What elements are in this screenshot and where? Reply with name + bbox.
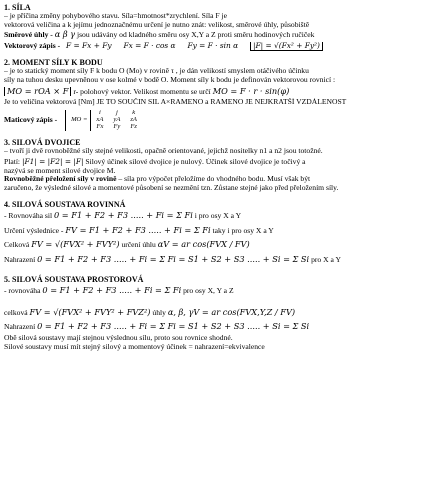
text-line: zaručeno, že výsledné silové a momentové působení se nezmění tzn. Zůstane stejné jako před přeložením síly. (4, 183, 339, 192)
equation-line (4, 211, 435, 221)
equation-note: pro osy X, Y a Z (183, 285, 234, 295)
matrix-cell: yA (113, 116, 121, 124)
vector-equation: F = Fx + Fy (66, 42, 112, 51)
equation-line (4, 240, 435, 250)
equation-label: - rovnováha (4, 285, 41, 295)
equation: 0 = F1 + F2 + F3 ..... + Fi = Σ Fi (54, 210, 193, 220)
equation: αV = ar cos(FVX / FV) (157, 240, 250, 250)
text-line: Silové soustavy musí mít stejný silový a momentový účinek = nahrazení=ekvivalence (4, 342, 265, 351)
preklad-line (4, 175, 435, 184)
matrix-cell: xA (96, 116, 104, 124)
section-rovinna (4, 200, 435, 265)
section-moment (4, 58, 435, 131)
equation-note: i pro osy X a Y (194, 210, 242, 220)
matrix-cell: i (98, 110, 101, 117)
matrix-cell: j (115, 110, 118, 117)
text-line: Obě silová soustavy mají stejnou výslednou sílu, proto sou rovnice shodné. (4, 334, 233, 343)
plati-text: Silový účinek silové dvojice je nulový. Účinek silové dvojice je točivý a (85, 157, 306, 166)
matrix-cell: Fx (96, 122, 104, 130)
matrix-lhs: MO = (66, 110, 91, 131)
text-line: – tvoří ji dvě rovnoběžné síly stejné velikosti, opačně orientované, jejichž nositelky n1 a n2 jsou totožné. (4, 147, 323, 156)
equation-note: taky i pro osy X a Y (212, 225, 274, 235)
text-line: nazývá se moment silové dvojice M. (4, 166, 116, 175)
equation-line (4, 322, 435, 332)
equation: FV = √(FVX² + FVY²) (31, 240, 120, 250)
moment-equation-line (4, 87, 435, 97)
vector-line (4, 42, 435, 51)
equation-note: úhly (152, 307, 166, 317)
section-title: 5. SILOVÁ SOUSTAVA PROSTOROVÁ (4, 274, 144, 284)
plati-line (4, 158, 435, 167)
equation: FV = F1 + F2 + F3 ..... + Fi = Σ Fi (65, 225, 211, 235)
matrix (65, 110, 142, 131)
section-prostorova (4, 275, 435, 352)
angles-text: jsou udávány od kladného směru osy X,Y a Z proti směru hodinových ručiček (76, 29, 315, 39)
equation-line (4, 226, 435, 236)
vector-equation: Fx = F · cos α (123, 42, 176, 51)
preklad-bold: Rovnoběžné přeložení síly v rovině (4, 175, 117, 184)
matrix-cell: k (132, 110, 136, 117)
equation-label: Nahrazení (4, 322, 36, 332)
vector-label: Vektorový zápis - (4, 42, 61, 51)
equation-line (4, 286, 435, 296)
text-line: vektorová veličina a k jejímu jednoznačnému určení je nutno znát: velikost, směrové úhly, působiště (4, 20, 310, 29)
equation-line (4, 308, 435, 318)
equation-label: - Rovnováha sil (4, 210, 53, 220)
equation-label: celková (4, 307, 28, 317)
text-line: – je příčina změny pohybového stavu. Síla=hmotnost*zrychlení. Síla F je (4, 12, 227, 21)
equation-label: Nahrazení (4, 255, 36, 265)
equation-note: pro X a Y (311, 255, 341, 265)
angles-label: Směrové úhly - (4, 29, 53, 39)
equation: 0 = F1 + F2 + F3 ..... + Fi = Σ Fi = S1 + S2 + S3 ..... + Si = Σ Si (37, 255, 310, 265)
matrix-cell: zA (130, 116, 137, 124)
section-title: 1. SÍLA (4, 3, 31, 12)
moment-magnitude: MO = F · r · sin(φ) (212, 86, 290, 96)
equation: α, β, γV = ar cos(FVX,Y,Z / FV) (167, 307, 296, 317)
moment-description: r- polohový vektor. Velikost momentu se určí (73, 86, 211, 96)
plati-label: Platí: (4, 157, 21, 166)
equation-note: určení úhlu (121, 240, 156, 250)
section-sila (4, 3, 435, 51)
section-title: 2. MOMENT SÍLY K BODU (4, 58, 103, 68)
equation: 0 = F1 + F2 + F3 ..... + Fi = Σ Fi = S1 + S2 + S3 ..... + Si = Σ Si (37, 322, 310, 332)
preklad-text: – síla pro výpočet přeložíme do vhodného bodu. Musí však být (116, 175, 311, 184)
text-line: – je to statický moment síly F k bodu O (Mo) v rovině τ , je dán velikostí smyslem otáčivého účinku (4, 67, 309, 76)
matrix-label: Maticový zápis - (4, 115, 58, 125)
equation: 0 = F1 + F2 + F3 ..... + Fi = Σ Fi (42, 285, 182, 295)
vector-equation: |F| = √(Fx² + Fy²) (250, 42, 323, 51)
text-line: Je to veličina vektorová [Nm] JE TO SOUČIN SIL A×RAMENO a RAMENO JE NEJKRATŠÍ VZDÁLENOST (4, 98, 347, 107)
angles-greek: α β γ (54, 29, 76, 39)
section-title: 3. SILOVÁ DVOJICE (4, 137, 81, 147)
angles-line (4, 30, 435, 40)
matrix-line (4, 110, 435, 131)
section-silova-dvojice (4, 138, 435, 193)
vector-equation: Fy = F · sin α (187, 42, 239, 51)
section-title: 4. SILOVÁ SOUSTAVA ROVINNÁ (4, 199, 126, 209)
equation-label: Celková (4, 240, 30, 250)
moment-equation: MO = rOA × F (4, 87, 71, 97)
equation-line (4, 255, 435, 265)
equation-label: Určení výslednice - (4, 225, 64, 235)
matrix-cell: Fy (113, 122, 121, 130)
matrix-cell: Fz (130, 122, 137, 130)
plati-equation: |F1| = |F2| = |F| (21, 157, 84, 166)
text-line: síly na tuhou desku upevněnou v ose kolmé v bodě O. Moment síly k bodu je definován vektorovou rovnicí : (4, 75, 336, 84)
equation: FV = √(FVX² + FVY² + FVZ²) (29, 307, 151, 317)
